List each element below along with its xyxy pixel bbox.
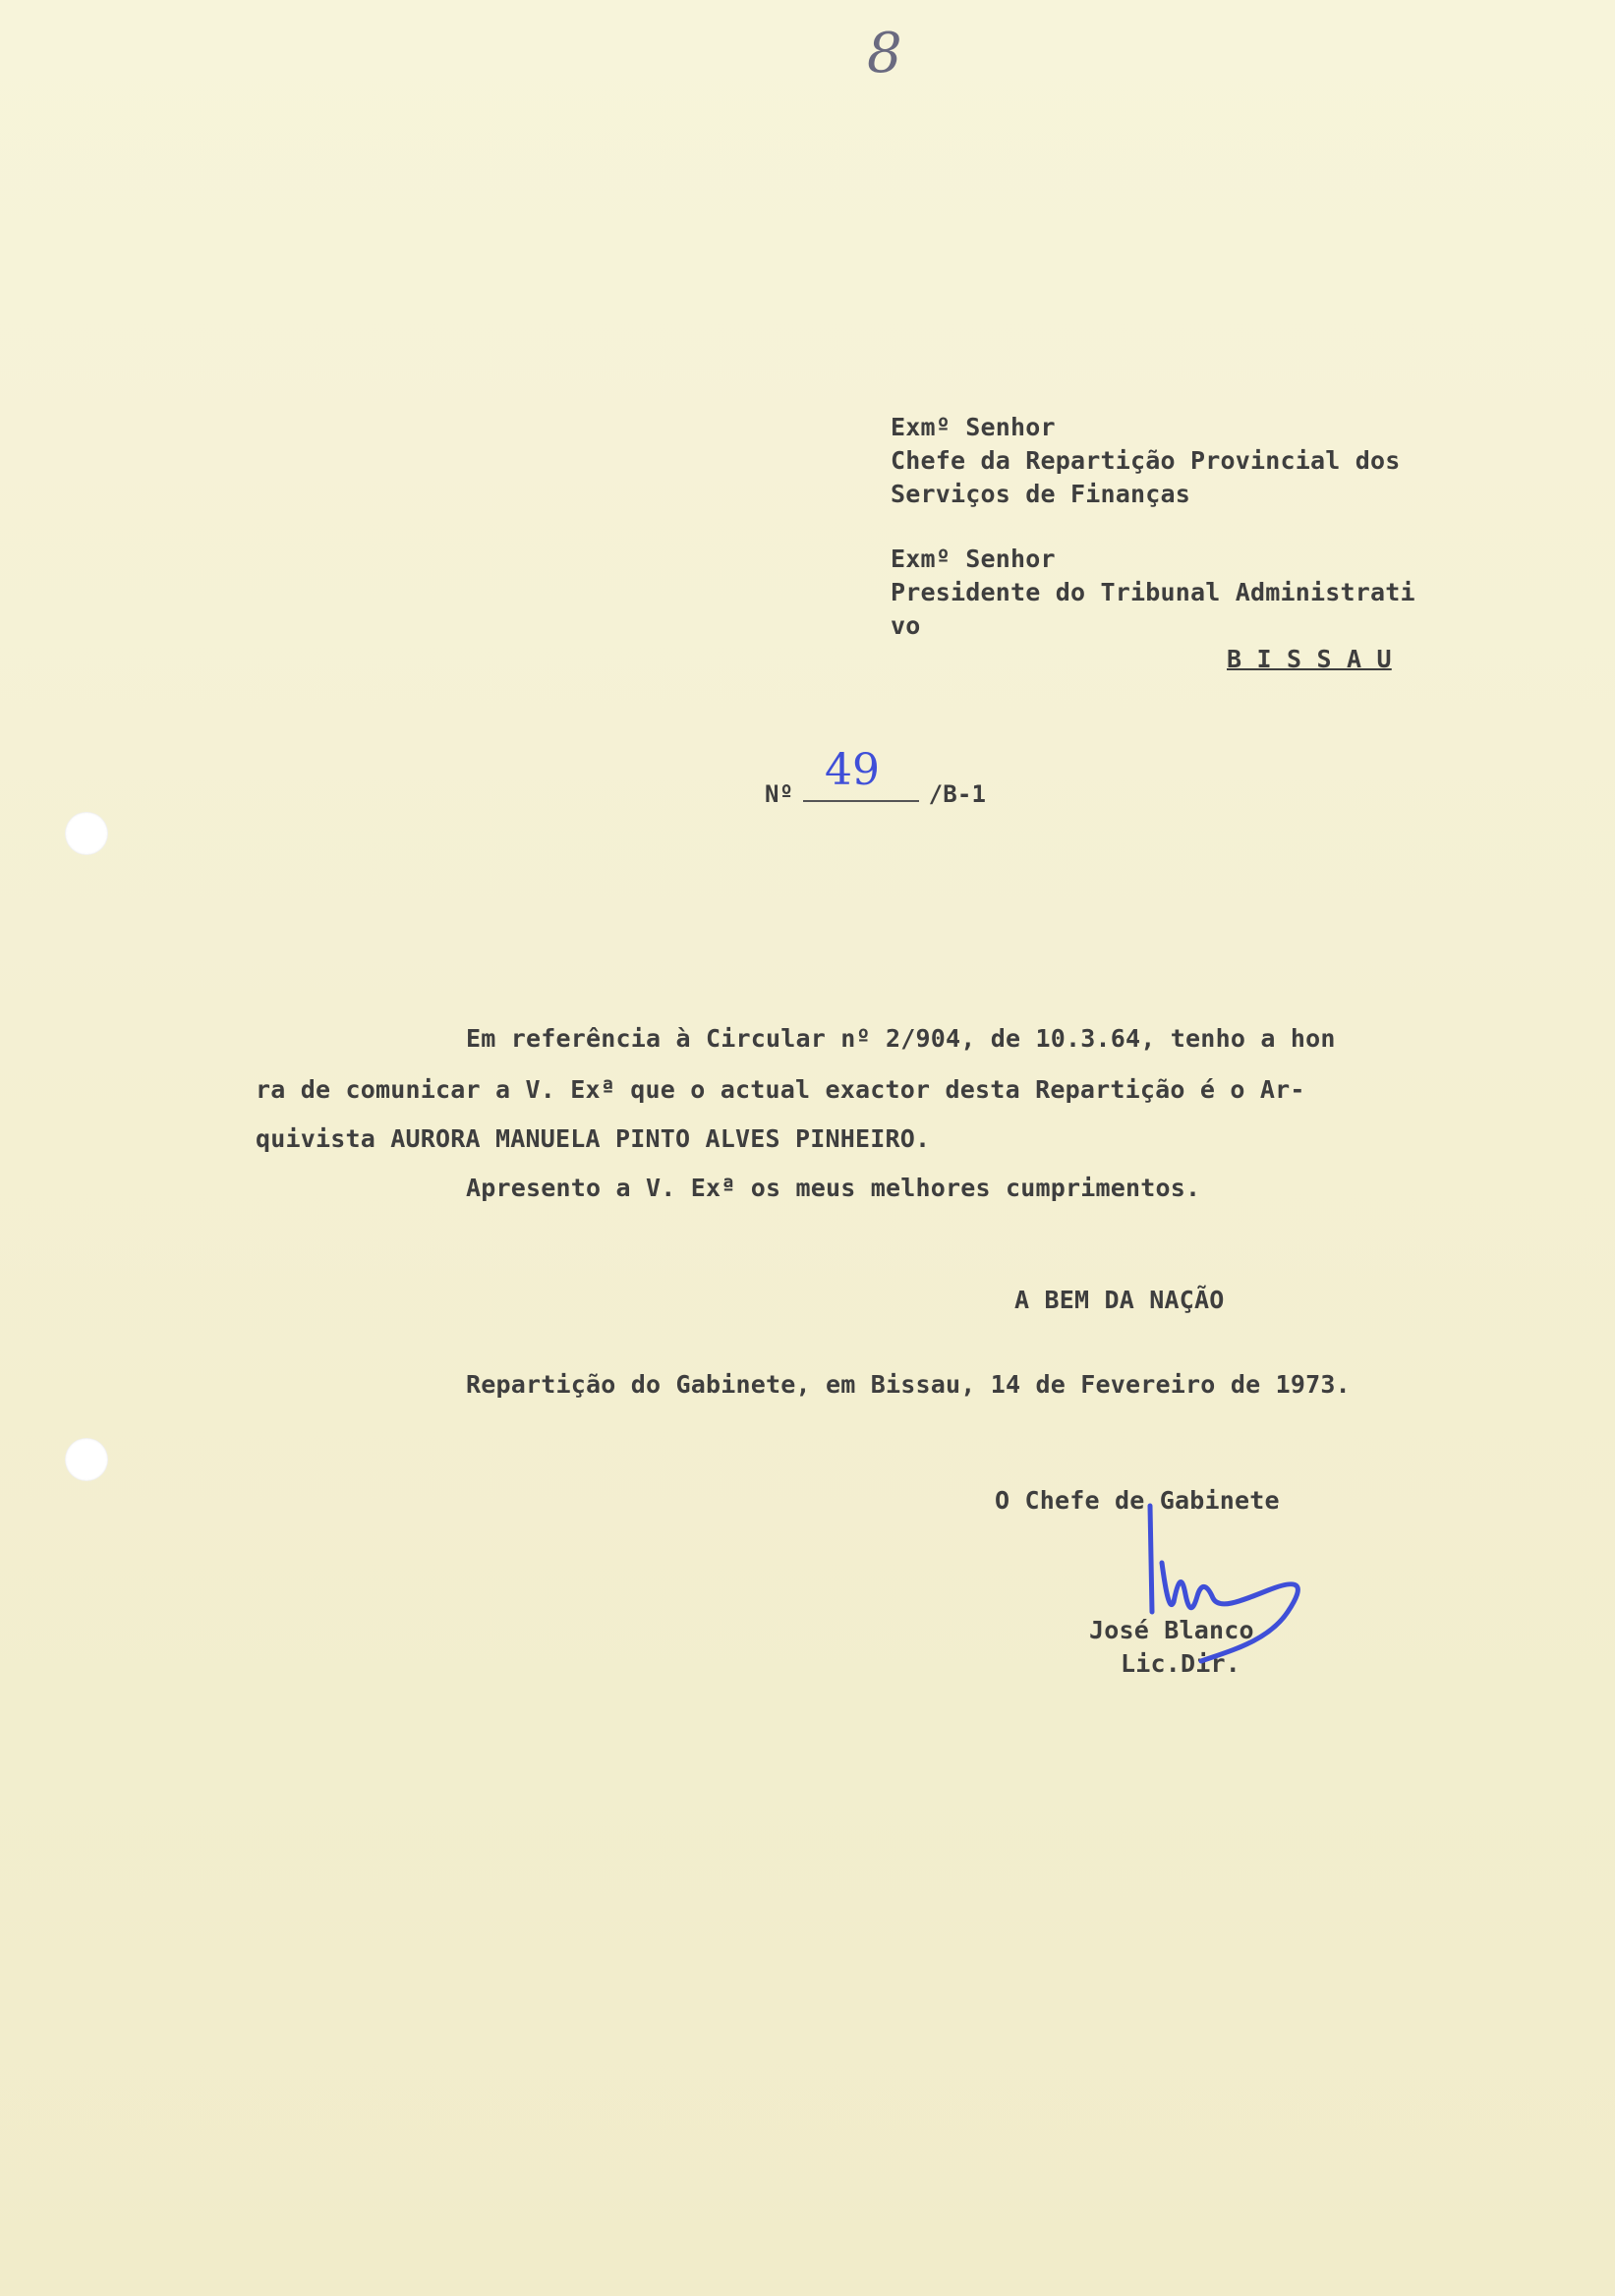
reference-suffix: /B-1	[928, 780, 987, 808]
reference-prefix: Nº	[765, 780, 794, 808]
body-line-2: ra de comunicar a V. Exª que o actual exactor desta Repartição é o Ar-	[256, 1075, 1305, 1104]
page-number: 8	[867, 22, 902, 86]
reference-number: 49	[824, 745, 880, 795]
place-date: Repartição do Gabinete, em Bissau, 14 de Fevereiro de 1973.	[466, 1370, 1351, 1399]
reference-number-field	[803, 745, 919, 802]
reference-line	[765, 745, 987, 826]
addressee-1-line-1: Chefe da Repartição Provincial dos	[891, 446, 1401, 475]
signatory-name: José Blanco	[1089, 1616, 1254, 1644]
addressee-1-line-2: Serviços de Finanças	[891, 480, 1191, 508]
signatory-degree: Lic.Dir.	[1121, 1649, 1241, 1678]
addressee-2-salutation: Exmº Senhor	[891, 545, 1056, 573]
body-line-3: quivista AURORA MANUELA PINTO ALVES PINHEIRO.	[256, 1124, 931, 1153]
city: B I S S A U	[1227, 645, 1392, 673]
motto: A BEM DA NAÇÃO	[1014, 1286, 1225, 1314]
body-paragraph-2: Apresento a V. Exª os meus melhores cumprimentos.	[466, 1174, 1201, 1202]
addressee-2-line-2: vo	[891, 611, 921, 640]
punch-hole-bottom	[65, 1438, 108, 1481]
signature-title: O Chefe de Gabinete	[995, 1486, 1280, 1515]
punch-hole-top	[65, 812, 108, 855]
handwritten-signature	[1130, 1504, 1327, 1671]
addressee-2-line-1: Presidente do Tribunal Administrati	[891, 578, 1415, 606]
body-line-1: Em referência à Circular nº 2/904, de 10.3.64, tenho a hon	[466, 1024, 1336, 1053]
addressee-1-salutation: Exmº Senhor	[891, 413, 1056, 441]
